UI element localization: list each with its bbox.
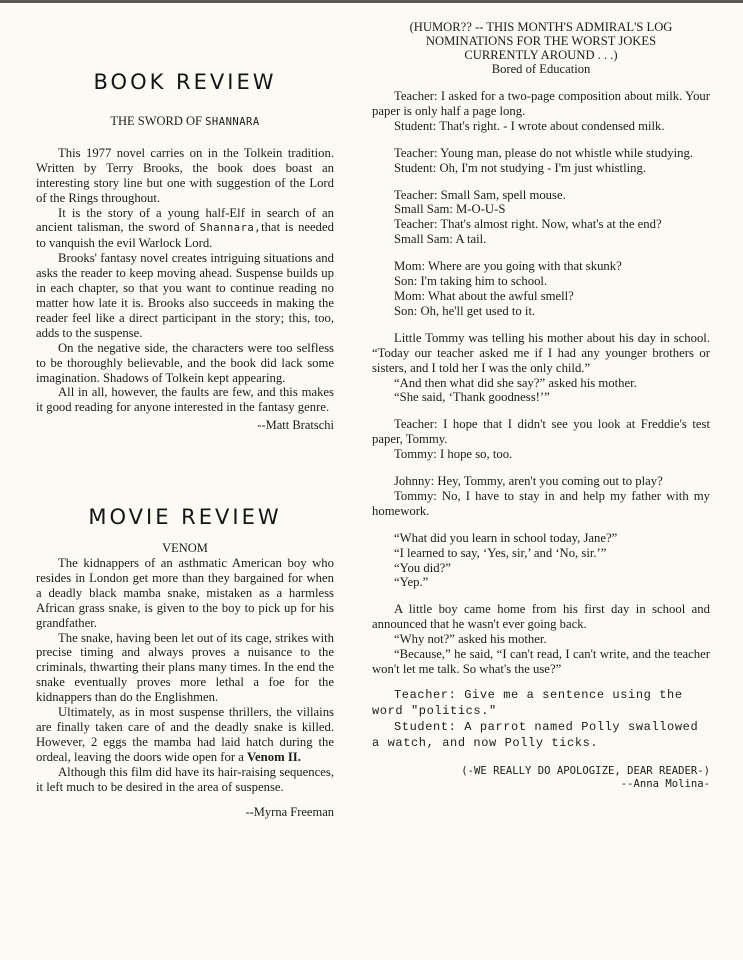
joke-line: Johnny: Hey, Tommy, aren't you coming out to play? <box>394 474 663 489</box>
joke-line: Son: I'm taking him to school. <box>394 274 548 289</box>
book-review <box>36 70 334 433</box>
humor-signature: --Anna Molina- <box>620 777 710 790</box>
movie-review <box>36 505 334 819</box>
joke-line: Teacher: Small Sam, spell mouse. <box>394 187 566 202</box>
joke <box>372 188 710 248</box>
book-paragraph: All in all, however, the faults are few, and this makes it good reading for anyone interested in the fantasy genre. <box>36 385 334 415</box>
joke-line: “You did?” <box>394 560 451 575</box>
joke-line: Student: That's right. - I wrote about condensed milk. <box>394 118 665 133</box>
movie-paragraph: The snake, having been let out of its cage, strikes with precise timing and always proves a nuisance to the criminals, thwarting their plans many times. In the end the snake eventually proves more lethal a foe for the kidnappers than do the Englishmen. <box>36 630 334 705</box>
book-paragraph: On the negative side, the characters were too selfless to be thoroughly believable, and the book did lack some imagination. Shadows of Tolkein kept appearing. <box>36 340 334 385</box>
movie-paragraph <box>36 705 334 765</box>
humor-header-line: (HUMOR?? -- THIS MONTH'S ADMIRAL'S LOG <box>409 20 673 34</box>
movie-review-heading: MOVIE REVIEW <box>88 505 282 530</box>
book-paragraph-text: It is the story of a young half-Elf in search of an ancient talisman, the sword of <box>36 205 334 235</box>
joke-line: Teacher: Young man, please do not whistle while studying. <box>394 145 693 160</box>
book-paragraph-text: that is needed to vanquish the evil Warlock Lord. <box>36 220 334 251</box>
humor-header-line: NOMINATIONS FOR THE WORST JOKES <box>425 34 657 48</box>
joke <box>372 602 710 677</box>
book-paragraph: Brooks' fantasy novel creates intriguing situations and asks the reader to keep moving ahead. Suspense builds up in each chapter, so that you want to continue reading no matter how late it is. Brooks also succeeds in making the reader feel like a direct participant in the story; this, too, adds to the suspense. <box>36 251 334 340</box>
joke-line: Small Sam: M-O-U-S <box>394 202 506 217</box>
book-paragraph: This 1977 novel carries on in the Tolkein tradition. Written by Terry Brooks, the book does boast an interesting story line but one with suggestion of the Lord of the Rings throughout. <box>36 145 334 205</box>
joke-line: “Because,” he said, “I can't read, I can't write, and the teacher won't let me talk. So what's the use?” <box>372 647 710 676</box>
joke <box>372 474 710 519</box>
apology-note: (-WE REALLY DO APOLOGIZE, DEAR READER-) <box>461 764 710 777</box>
joke <box>372 259 710 319</box>
movie-paragraph: Although this film did have its hair-raising sequences, it left much to be desired in the area of suspense. <box>36 764 334 794</box>
joke-line: Student: A parrot named Polly swallowed a watch, and now Polly ticks. <box>372 719 699 750</box>
joke-line: Son: Oh, he'll get used to it. <box>394 303 536 318</box>
joke <box>372 417 710 462</box>
movie-paragraph-text: Ultimately, as in most suspense thrillers, the villains are finally taken care of and the deadly snake is killed. However, 2 eggs the mamba had laid hatch during the ordeal, leaving the doors wide open for a <box>36 705 334 764</box>
movie-review-signature: --Myrna Freeman <box>245 804 334 819</box>
joke <box>372 331 710 406</box>
joke-line: Little Tommy was telling his mother about his day in school. “Today our teacher asked me if I had any younger brothers or sisters, and I told her I was the only child.” <box>372 330 710 375</box>
joke-line: Tommy: I hope so, too. <box>394 447 513 462</box>
movie-title: VENOM <box>162 541 208 556</box>
joke-line: A little boy came home from his first day in school and announced that he wasn't ever going back. <box>372 602 710 632</box>
humor-header-line: CURRENTLY AROUND . . .) <box>464 48 618 62</box>
book-title-typed: SHANNARA <box>205 116 260 128</box>
joke-line: “And then what did she say?” asked his mother. <box>394 375 637 390</box>
joke-line: Mom: What about the awful smell? <box>394 288 574 303</box>
left-column <box>36 70 334 819</box>
joke-line: Teacher: I asked for a two-page composition about milk. Your paper is only half a page long. <box>372 89 710 118</box>
joke-line: Small Sam: A tail. <box>394 232 487 247</box>
joke-line: Mom: Where are you going with that skunk? <box>394 259 622 274</box>
joke <box>372 531 710 591</box>
movie-sequel-title: Venom II. <box>247 749 301 764</box>
joke-line: Student: Oh, I'm not studying - I'm just whistling. <box>394 160 646 175</box>
joke-line: “She said, ‘Thank goodness!’” <box>394 390 550 405</box>
right-column <box>372 20 710 791</box>
humor-subheader: Bored of Education <box>491 62 591 76</box>
joke <box>372 146 710 176</box>
joke-line: Teacher: Give me a sentence using the word "politics." <box>372 687 683 718</box>
joke-line: “Yep.” <box>394 575 429 590</box>
book-title-prefix: THE SWORD OF <box>110 114 206 128</box>
book-paragraph <box>36 206 334 252</box>
joke-line: “Why not?” asked his mother. <box>394 632 547 647</box>
scan-edge <box>0 0 743 3</box>
joke-line: Tommy: No, I have to stay in and help my father with my homework. <box>372 488 710 518</box>
joke-line: Teacher: I hope that I didn't see you look at Freddie's test paper, Tommy. <box>372 417 710 447</box>
book-review-signature: --Matt Bratschi <box>257 418 334 433</box>
joke-line: “What did you learn in school today, Jane?” <box>394 530 618 545</box>
joke <box>372 89 710 134</box>
book-title <box>36 114 334 130</box>
humor-header <box>372 20 710 76</box>
typed-joke <box>372 687 710 751</box>
movie-paragraph: The kidnappers of an asthmatic American boy who resides in London get more than they bargained for when a deadly black mamba snake, mistaken as a harmless African grass snake, is given to the boy to pick up for his grandfather. <box>36 556 334 630</box>
joke-line: “I learned to say, ‘Yes, sir,’ and ‘No, sir.’” <box>394 545 607 560</box>
joke-line: Teacher: That's almost right. Now, what's at the end? <box>394 217 662 232</box>
book-review-heading: BOOK REVIEW <box>93 70 277 94</box>
book-paragraph-typed: Shannara, <box>199 222 262 235</box>
